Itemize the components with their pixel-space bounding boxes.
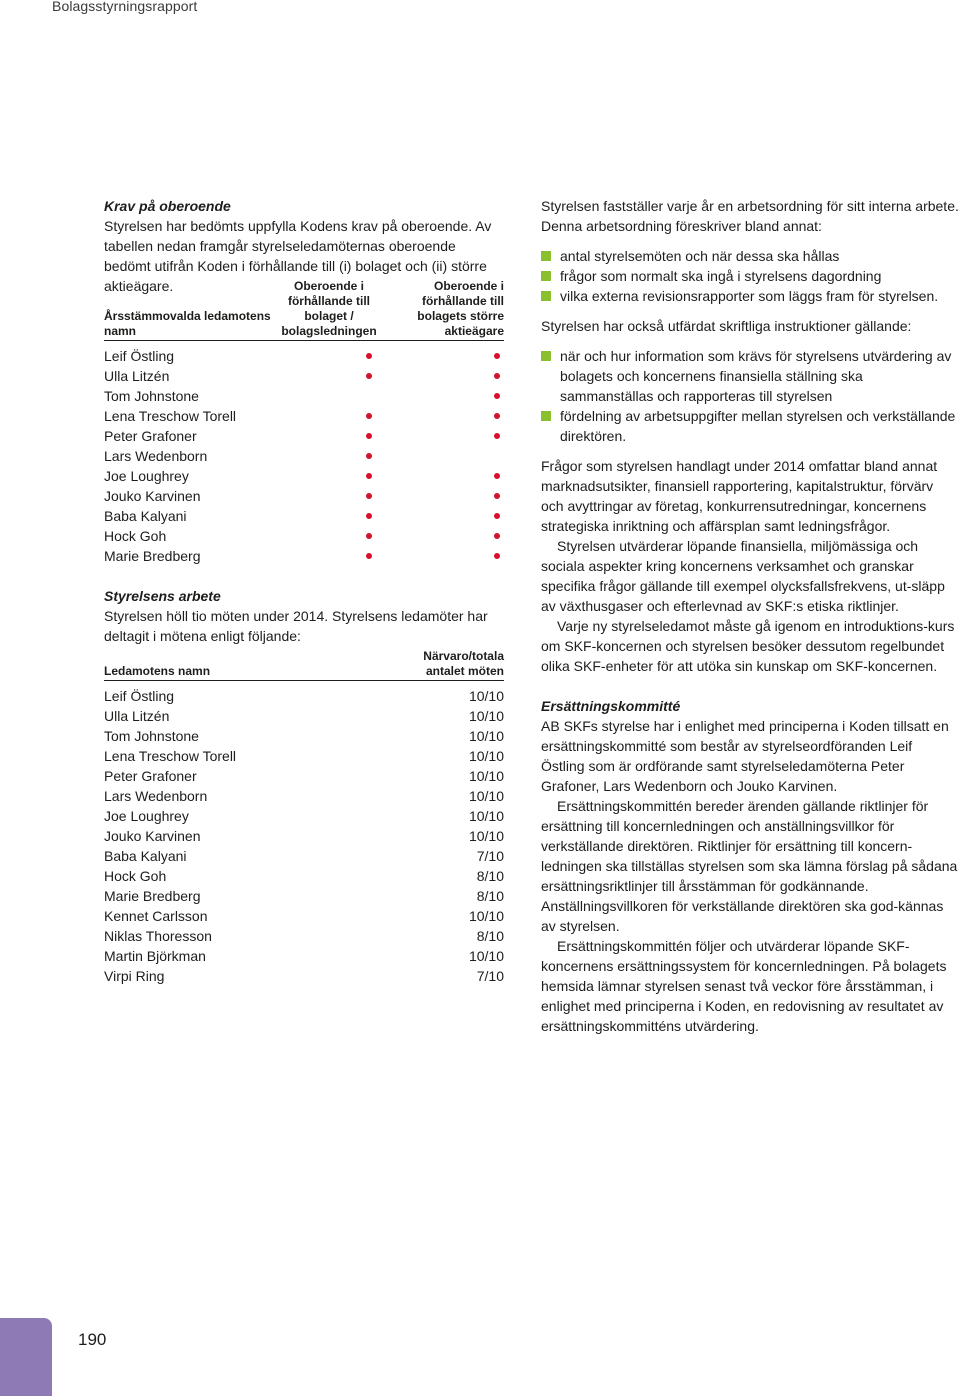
table-row <box>104 706 504 726</box>
independence-table <box>104 280 504 566</box>
independent-shareholders-dot <box>494 493 500 499</box>
independent-company-dot <box>366 493 372 499</box>
list-item <box>541 346 959 406</box>
board-work-heading: Styrelsens arbete <box>104 588 221 604</box>
table-row <box>104 686 504 706</box>
table-row <box>104 546 504 566</box>
independent-company-dot <box>366 453 372 459</box>
independent-company-dot <box>366 553 372 559</box>
attendance-value: 10/10 <box>468 788 504 804</box>
col-header-company: Oberoende i förhållande till bolaget / bolagsledningen <box>281 279 377 338</box>
member-name: Peter Grafoner <box>104 768 197 784</box>
member-name: Lena Treschow Torell <box>104 748 237 764</box>
member-name: Baba Kalyani <box>104 508 187 524</box>
member-name: Jouko Karvinen <box>104 488 201 504</box>
member-name: Kennet Carlsson <box>104 908 208 924</box>
attendance-value: 10/10 <box>468 768 504 784</box>
board-work-intro: Styrelsen höll tio möten under 2014. Styrelsens ledamöter har deltagit i mötena enligt följande: <box>104 608 488 644</box>
table-row <box>104 906 504 926</box>
member-name: Virpi Ring <box>104 968 165 984</box>
independent-shareholders-dot <box>494 533 500 539</box>
member-name: Tom Johnstone <box>104 728 199 744</box>
independent-shareholders-dot <box>494 373 500 379</box>
paragraph-introduction: Varje ny styrelseledamot måste gå igenom en introduktions-kurs om SKF-koncernen och styrelsen besöker dessutom regelbundet olika SKF-enheter för att utöka sin kunskap om SKF-koncernen. <box>541 618 955 674</box>
table-row <box>104 946 504 966</box>
paragraph-compensation-guidelines: Ersättningskommittén bereder ärenden gällande riktlinjer för ersättning till koncernledningen och anställningsvillkor för verkställande direktören. Riktlinjer för ersättning till koncern-ledningen ska tillställas styrelsen som ska lämna förslag på sådana ersättningsriktlinjer till årsstämman för godkännande. Anställningsvillkoren för verkställande direktören ska god-kännas av styrelsen. <box>541 798 958 934</box>
table-row <box>104 866 504 886</box>
table-row <box>104 826 504 846</box>
table-row <box>104 466 504 486</box>
member-name: Lars Wedenborn <box>104 448 208 464</box>
table-row <box>104 506 504 526</box>
independence-table-header <box>104 280 504 341</box>
attendance-value: 10/10 <box>468 908 504 924</box>
table-row <box>104 726 504 746</box>
procedure-list <box>541 246 959 306</box>
attendance-value: 7/10 <box>476 968 504 984</box>
independent-shareholders-dot <box>494 393 500 399</box>
independent-shareholders-dot <box>494 353 500 359</box>
right-column <box>541 196 959 1036</box>
table-row <box>104 386 504 406</box>
member-name: Marie Bredberg <box>104 548 201 564</box>
member-name: Lena Treschow Torell <box>104 408 237 424</box>
table-row <box>104 486 504 506</box>
member-name: Tom Johnstone <box>104 388 199 404</box>
square-bullet-icon <box>541 351 551 361</box>
table-row <box>104 366 504 386</box>
table-row <box>104 846 504 866</box>
member-name: Leif Östling <box>104 688 175 704</box>
list-item <box>541 406 959 446</box>
table-row <box>104 766 504 786</box>
independent-shareholders-dot <box>494 553 500 559</box>
independent-company-dot <box>366 533 372 539</box>
square-bullet-icon <box>541 411 551 421</box>
member-name: Niklas Thoresson <box>104 928 212 944</box>
table-row <box>104 806 504 826</box>
list-item-text: antal styrelsemöten och när dessa ska hållas <box>560 248 840 264</box>
list-item-text: fördelning av arbetsuppgifter mellan styrelsen och verkställande direktören. <box>560 408 956 444</box>
member-name: Peter Grafoner <box>104 428 197 444</box>
col-header-member: Ledamotens namn <box>104 664 211 678</box>
page-number: 190 <box>78 1330 107 1349</box>
attendance-value: 10/10 <box>468 728 504 744</box>
table-row <box>104 346 504 366</box>
member-name: Leif Östling <box>104 348 175 364</box>
independent-company-dot <box>366 413 372 419</box>
member-name: Lars Wedenborn <box>104 788 208 804</box>
square-bullet-icon <box>541 271 551 281</box>
table-row <box>104 886 504 906</box>
member-name: Jouko Karvinen <box>104 828 201 844</box>
left-column <box>104 196 504 986</box>
list-item-text: när och hur information som krävs för styrelsens utvärdering av bolagets och koncernens finansiella ställning ska sammanställas och rapporteras till styrelsen <box>560 348 952 404</box>
table-row <box>104 406 504 426</box>
table-row <box>104 966 504 986</box>
independent-company-dot <box>366 513 372 519</box>
paragraph-evaluation: Styrelsen utvärderar löpande finansiella, miljömässiga och sociala aspekter kring koncernens verksamhet och granskar specifika frågor gällande till exempel olycksfallsfrekvens, ut-släpp av växthusgaser och efterlevnad av SKF:s etiska riktlinjer. <box>541 538 945 614</box>
independent-company-dot <box>366 473 372 479</box>
col-header-name: Årsstämmovalda ledamotens namn <box>104 309 271 338</box>
member-name: Martin Björkman <box>104 948 206 964</box>
list-item <box>541 286 959 306</box>
independence-intro: Styrelsen har bedömts uppfylla Kodens krav på oberoende. Av tabellen nedan framgår styrelseledamöternas oberoende bedömt utifrån Koden i förhållande till (i) bolaget och (ii) större aktieägare. <box>104 218 492 294</box>
col-header-attendance: Närvaro/totala antalet möten <box>423 649 504 678</box>
paragraph-compensation-evaluation: Ersättningskommittén följer och utvärderar löpande SKF-koncernens ersättningssystem för koncernledningen. På bolagets hemsida lämnar styrelsen senast två veckor före årsstämman, i enlighet med principerna i Koden, en redovisning av resultatet av ersättningskommitténs utvärdering. <box>541 938 947 1034</box>
attendance-value: 7/10 <box>476 848 504 864</box>
attendance-value: 8/10 <box>476 868 504 884</box>
square-bullet-icon <box>541 251 551 261</box>
table-row <box>104 426 504 446</box>
attendance-rows <box>104 686 504 986</box>
independent-company-dot <box>366 373 372 379</box>
independent-shareholders-dot <box>494 413 500 419</box>
member-name: Baba Kalyani <box>104 848 187 864</box>
attendance-value: 10/10 <box>468 748 504 764</box>
table-row <box>104 926 504 946</box>
member-name: Hock Goh <box>104 868 167 884</box>
list-item <box>541 246 959 266</box>
member-name: Joe Loughrey <box>104 808 189 824</box>
running-header: Bolagsstyrningsrapport <box>52 0 198 14</box>
square-bullet-icon <box>541 291 551 301</box>
attendance-value: 8/10 <box>476 888 504 904</box>
attendance-value: 10/10 <box>468 688 504 704</box>
paragraph-matters: Frågor som styrelsen handlagt under 2014 omfattar bland annat marknadsutsikter, finansiell rapportering, kapitalstruktur, förvärv och avyttringar av företag, konkurrensutredningar, koncernens strategiska inriktning och affärsplan samt ledningsfrågor. <box>541 458 938 534</box>
independence-heading: Krav på oberoende <box>104 198 231 214</box>
independent-company-dot <box>366 433 372 439</box>
independence-rows <box>104 346 504 566</box>
attendance-table-header <box>104 646 504 681</box>
col-header-shareholders: Oberoende i förhållande till bolagets större aktieägare <box>417 279 504 338</box>
attendance-value: 10/10 <box>468 828 504 844</box>
attendance-value: 10/10 <box>468 708 504 724</box>
member-name: Marie Bredberg <box>104 888 201 904</box>
paragraph-instructions: Styrelsen har också utfärdat skriftliga instruktioner gällande: <box>541 318 912 334</box>
table-row <box>104 746 504 766</box>
independent-shareholders-dot <box>494 513 500 519</box>
independent-shareholders-dot <box>494 433 500 439</box>
member-name: Ulla Litzén <box>104 368 170 384</box>
paragraph-rules-of-procedure: Styrelsen fastställer varje år en arbetsordning för sitt interna arbete. Denna arbetsordning föreskriver bland annat: <box>541 198 959 234</box>
list-item-text: frågor som normalt ska ingå i styrelsens dagordning <box>560 268 882 284</box>
independent-company-dot <box>366 353 372 359</box>
table-row <box>104 786 504 806</box>
attendance-value: 8/10 <box>476 928 504 944</box>
independent-shareholders-dot <box>494 473 500 479</box>
instructions-list <box>541 346 959 446</box>
page-tab <box>0 1318 52 1396</box>
compensation-heading: Ersättningskommitté <box>541 698 681 714</box>
table-row <box>104 446 504 466</box>
member-name: Ulla Litzén <box>104 708 170 724</box>
paragraph-compensation-committee: AB SKFs styrelse har i enlighet med principerna i Koden tillsatt en ersättningskommitté som består av styrelseordföranden Leif Östling som är ordförande samt styrelseledamöterna Peter Grafoner, Lars Wedenborn och Jouko Karvinen. <box>541 718 949 794</box>
member-name: Hock Goh <box>104 528 167 544</box>
list-item-text: vilka externa revisionsrapporter som läggs fram för styrelsen. <box>560 288 939 304</box>
member-name: Joe Loughrey <box>104 468 189 484</box>
list-item <box>541 266 959 286</box>
attendance-value: 10/10 <box>468 808 504 824</box>
attendance-table <box>104 646 504 986</box>
table-row <box>104 526 504 546</box>
attendance-value: 10/10 <box>468 948 504 964</box>
